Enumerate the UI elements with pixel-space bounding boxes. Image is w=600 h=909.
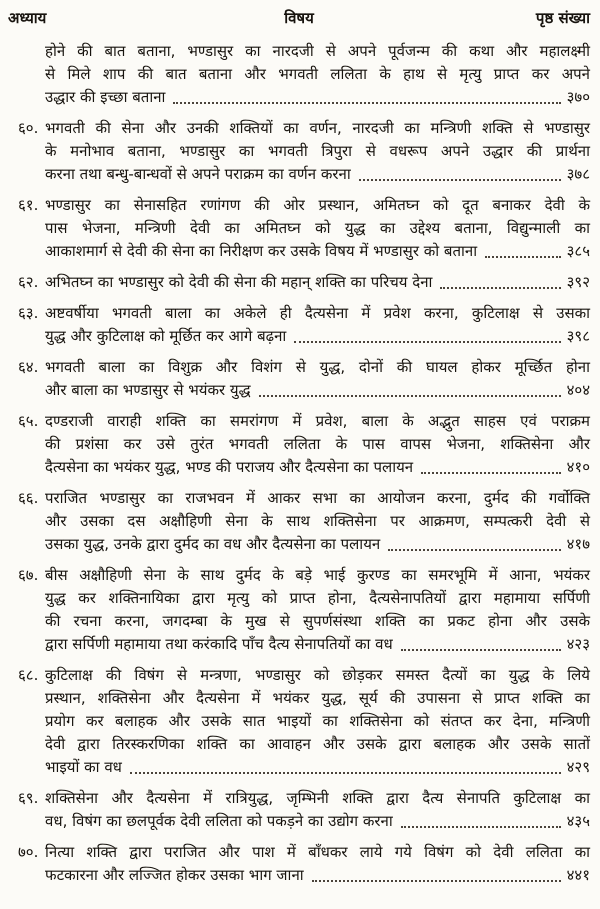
entry-last-text: उसका युद्ध, उनके द्वारा दुर्मद का वध और दैत्यसेना का पलायन — [45, 535, 381, 553]
entry-page-number: ३७८ — [566, 165, 590, 183]
entry-last-text: उद्धार की इच्छा बताना — [45, 88, 166, 106]
chapter-number: ६८. — [18, 666, 39, 684]
chapter-number: ६२. — [18, 273, 39, 291]
entry-last-line — [45, 86, 590, 109]
entry-last-line — [45, 864, 590, 887]
entry-text-line: बीस अक्षौहिणी सेना के साथ दुर्मद के बड़े भाई कुरण्ड का समरभूमि में आना, भयंकर — [45, 566, 590, 584]
entry-text-line: अष्टवर्षीया भगवती बाला का अकेले ही दैत्यसेना में प्रवेश करना, कुटिलाक्ष से उसका — [45, 304, 590, 322]
entry-page-number: ४१० — [566, 458, 590, 476]
toc-entry — [8, 787, 590, 833]
entry-text-line: से मिले शाप की बात बताना और भगवती ललिता के हाथ से मृत्यु प्राप्त कर अपने — [45, 65, 590, 83]
entry-text-line: नित्या शक्ति द्वारा पराजित और पाश में बाँधकर लाये गये विषंग को देवी ललिता का — [45, 843, 590, 861]
toc-entry — [8, 194, 590, 263]
entry-last-text: आकाशमार्ग से देवी की सेना का निरीक्षण कर उसके विषय में भण्डासुर को बताना — [45, 242, 478, 260]
entry-body — [45, 271, 590, 294]
entry-last-text: अभितघ्न का भण्डासुर को देवी की सेना की महान् शक्ति का परिचय देना — [45, 273, 433, 291]
toc-entry — [8, 564, 590, 656]
entry-last-text: भाइयों का वध — [45, 758, 122, 776]
entry-last-line — [45, 325, 590, 348]
entry-text-line: प्रस्थान, शक्तिसेना और दैत्यसेना में भयंकर युद्ध, सूर्य की उपासना से प्राप्त शक्ति का — [45, 689, 590, 707]
entry-text-line: भगवती की सेना और उनकी शक्तियों का वर्णन, नारदजी का मन्त्रिणी शक्ति से भण्डासुर — [45, 119, 590, 137]
entry-body — [45, 410, 590, 479]
entry-last-text: और बाला का भण्डासुर से भयंकर युद्ध — [45, 381, 251, 399]
chapter-number: ६५. — [18, 412, 39, 430]
entry-last-line — [45, 456, 590, 479]
chapter-number: ६६. — [18, 489, 39, 507]
entry-text-line: देवी द्वारा तिरस्करणिका शक्ति का आवाहन और उसके द्वारा बलाहक और उसके सातों — [45, 735, 590, 753]
entry-page-number: ३९२ — [566, 273, 590, 291]
toc-entry — [8, 410, 590, 479]
entry-page-number: ४१७ — [566, 535, 590, 553]
entry-text-line: प्रयोग कर बलाहक और उसके सात भाइयों का शक्तिसेना को संतप्त कर देना, मन्त्रिणी — [45, 712, 590, 730]
entry-body — [45, 841, 590, 887]
header-chapter-label: अध्याय — [8, 9, 47, 27]
chapter-number: ६०. — [18, 119, 39, 137]
entry-body — [45, 302, 590, 348]
dot-leader — [130, 772, 561, 774]
dot-leader — [388, 549, 560, 551]
entry-last-line — [45, 810, 590, 833]
chapter-number: ६४. — [18, 358, 39, 376]
toc-entry — [8, 117, 590, 186]
chapter-number: ६९. — [18, 789, 39, 807]
entry-last-text: दैत्यसेना का भयंकर युद्ध, भण्ड की पराजय और दैत्यसेना का पलायन — [45, 458, 414, 476]
dot-leader — [440, 287, 560, 289]
chapter-number: ६७. — [18, 566, 39, 584]
dot-leader — [259, 395, 561, 397]
entry-text-line: और उसका दस अक्षौहिणी सेना के साथ शक्तिसेना पर आक्रमण, सम्पत्करी देवी से — [45, 512, 590, 530]
header-page-label: पृष्ठ संख्या — [535, 9, 590, 27]
entry-body — [45, 787, 590, 833]
entry-last-line — [45, 271, 590, 294]
entry-body — [45, 664, 590, 779]
dot-leader — [401, 649, 561, 651]
entry-page-number: ४३५ — [566, 812, 590, 830]
toc-entry — [8, 356, 590, 402]
entry-page-number: ३७० — [566, 88, 590, 106]
dot-leader — [485, 256, 560, 258]
entry-text-line: युद्ध कर शक्तिनायिका द्वारा मृत्यु को प्राप्त होना, दैत्यसेनापतियों द्वारा महामाया सर्पिणी — [45, 589, 590, 607]
toc-entry — [8, 40, 590, 109]
entry-last-text: फटकारना और लज्जित होकर उसका भाग जाना — [45, 866, 304, 884]
toc-column-headers — [8, 6, 590, 32]
chapter-number: ७०. — [18, 843, 39, 861]
dot-leader — [401, 826, 561, 828]
dot-leader — [173, 102, 560, 104]
entry-text-line: की रचना करना, जगदम्बा के मुख से सुपर्णसंस्था शक्ति का प्रकट होना और उसके — [45, 612, 590, 630]
header-subject-label: विषय — [284, 9, 314, 27]
entry-page-number: ४२३ — [566, 635, 590, 653]
entry-text-line: के मनोभाव बताना, भण्डासुर का भगवती त्रिपुरा से वधरूप अपने उद्धार की प्रार्थना — [45, 142, 590, 160]
entry-last-text: द्वारा सर्पिणी महामाया तथा करंकादि पाँच दैत्य सेनापतियों का वध — [45, 635, 393, 653]
entry-text-line: शक्तिसेना और दैत्यसेना में रात्रियुद्ध, जृम्भिनी शक्ति द्वारा दैत्य सेनापति कुटिलाक्ष का — [45, 789, 590, 807]
entry-last-text: युद्ध और कुटिलाक्ष को मूर्छित कर आगे बढ़ना — [45, 327, 287, 345]
entry-body — [45, 487, 590, 556]
dot-leader — [359, 179, 561, 181]
toc-entries — [8, 40, 590, 887]
entry-body — [45, 117, 590, 186]
chapter-number — [8, 40, 45, 109]
entry-text-line: कुटिलाक्ष की विषंग से मन्त्रणा, भण्डासुर को छोड़कर समस्त दैत्यों का युद्ध के लिये — [45, 666, 590, 684]
toc-entry — [8, 664, 590, 779]
entry-last-text: करना तथा बन्धु-बान्धवों से अपने पराक्रम का वर्णन करना — [45, 165, 351, 183]
entry-last-line — [45, 756, 590, 779]
entry-body — [45, 564, 590, 656]
dot-leader — [312, 880, 561, 882]
toc-entry — [8, 271, 590, 294]
entry-last-line — [45, 633, 590, 656]
chapter-number: ६१. — [18, 196, 39, 214]
entry-text-line: पास भेजना, मन्त्रिणी देवी का अमितघ्न को युद्ध का उद्देश्य बताना, विद्युन्माली का — [45, 219, 590, 237]
entry-last-text: वध, विषंग का छलपूर्वक देवी ललिता को पकड़ने का उद्योग करना — [45, 812, 393, 830]
toc-entry — [8, 841, 590, 887]
entry-text-line: की प्रशंसा कर उसे तुरंत भगवती ललिता के पास वापस भेजना, शक्तिसेना और — [45, 435, 590, 453]
entry-last-line — [45, 163, 590, 186]
dot-leader — [421, 472, 560, 474]
entry-page-number: ४४१ — [566, 866, 590, 884]
entry-text-line: पराजित भण्डासुर का राजभवन में आकर सभा का आयोजन करना, दुर्मद की गर्वोक्ति — [45, 489, 590, 507]
entry-body — [45, 194, 590, 263]
entry-text-line: भगवती बाला का विशुक्र और विशंग से युद्ध, दोनों की घायल होकर मूर्च्छित होना — [45, 358, 590, 376]
entry-page-number: ४२९ — [566, 758, 590, 776]
dot-leader — [294, 341, 560, 343]
entry-page-number: ३९८ — [566, 327, 590, 345]
entry-body — [45, 356, 590, 402]
entry-last-line — [45, 240, 590, 263]
entry-page-number: ३८५ — [566, 242, 590, 260]
entry-last-line — [45, 533, 590, 556]
toc-entry — [8, 302, 590, 348]
entry-page-number: ४०४ — [566, 381, 590, 399]
toc-entry — [8, 487, 590, 556]
chapter-number: ६३. — [18, 304, 39, 322]
entry-text-line: होने की बात बताना, भण्डासुर का नारदजी से अपने पूर्वजन्म की कथा और महालक्ष्मी — [45, 42, 590, 60]
entry-text-line: भण्डासुर का सेनासहित रणांगण की ओर प्रस्थान, अमितघ्न को दूत बनाकर देवी के — [45, 196, 590, 214]
entry-text-line: दण्डराजी वाराही शक्ति का समरांगण में प्रवेश, बाला के अद्भुत साहस एवं पराक्रम — [45, 412, 590, 430]
entry-body — [45, 40, 590, 109]
entry-last-line — [45, 379, 590, 402]
